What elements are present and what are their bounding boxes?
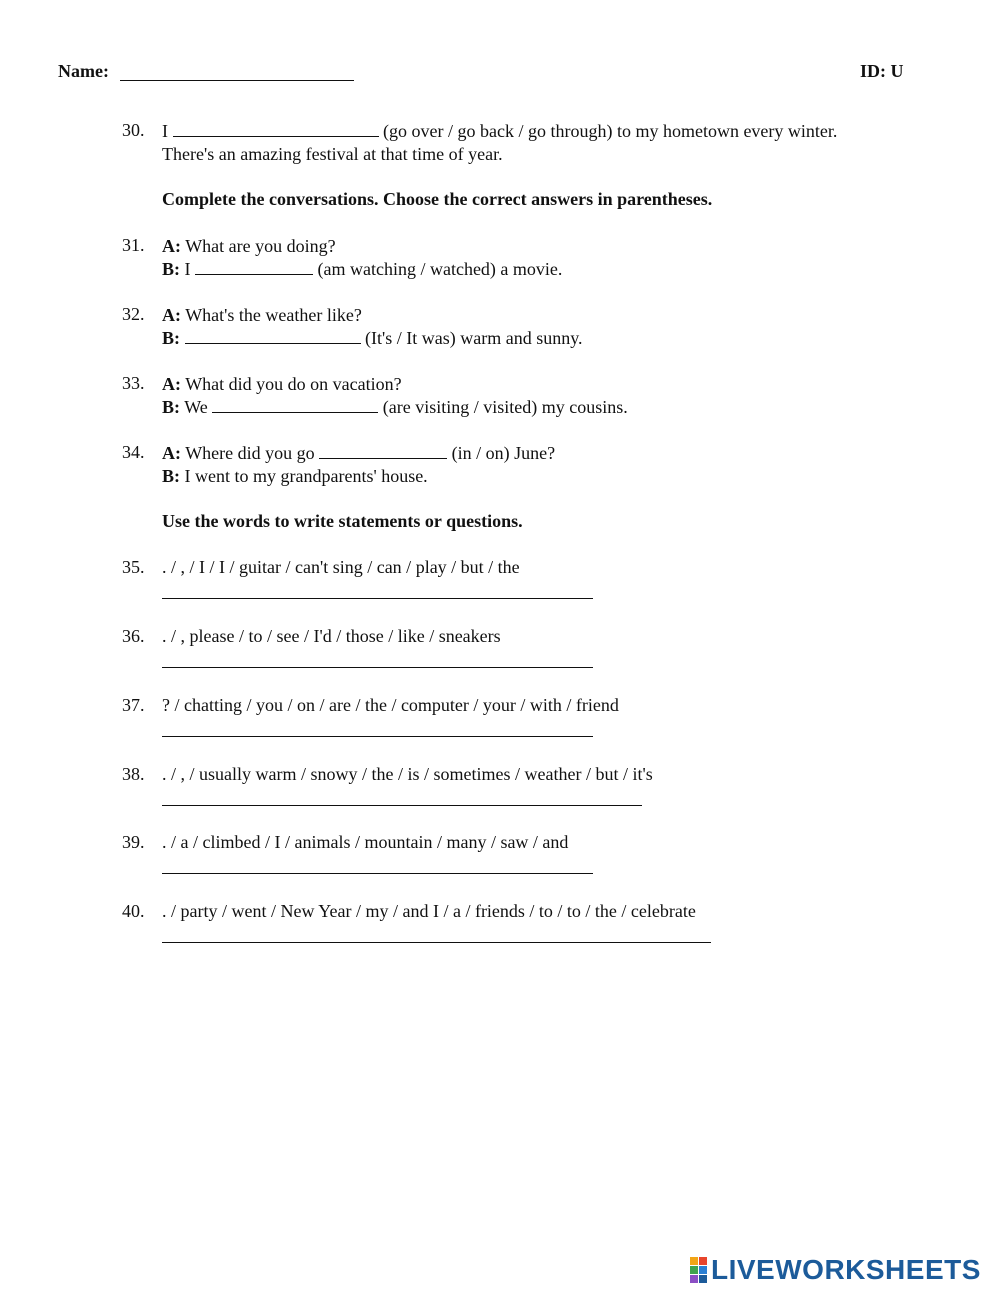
q35-answer-line[interactable] (162, 598, 593, 599)
question-number-32: 32. (122, 304, 145, 324)
q30-options: (go over / go back / go through) to my hometown every winter. (383, 121, 838, 141)
id-value: U (890, 61, 904, 81)
speaker-a-label: A: (162, 305, 181, 325)
q38-answer-line[interactable] (162, 805, 642, 806)
q33-a-text: What did you do on vacation? (185, 374, 402, 394)
question-36-words: . / , please / to / see / I'd / those / like / sneakers (162, 626, 501, 646)
section-instruction-statements: Use the words to write statements or questions. (162, 511, 523, 531)
q34-b-text: I went to my grandparents' house. (184, 466, 428, 486)
speaker-b-label: B: (162, 466, 180, 486)
liveworksheets-logo-text: LIVEWORKSHEETS (711, 1254, 981, 1285)
question-31 (162, 235, 562, 281)
question-number-31: 31. (122, 235, 145, 255)
question-39-words: . / a / climbed / I / animals / mountain / many / saw / and (162, 832, 569, 852)
name-label: Name: (58, 61, 109, 81)
question-37-words: ? / chatting / you / on / are / the / computer / your / with / friend (162, 695, 619, 715)
speaker-b-label: B: (162, 328, 180, 348)
speaker-a-label: A: (162, 374, 181, 394)
question-number-34: 34. (122, 442, 145, 462)
q32-answer-blank[interactable] (185, 328, 361, 344)
question-30 (162, 120, 837, 166)
question-number-36: 36. (122, 626, 145, 646)
speaker-b-label: B: (162, 259, 180, 279)
q33-b-prefix: We (184, 397, 208, 417)
section-instruction-conversations: Complete the conversations. Choose the correct answers in parentheses. (162, 189, 713, 209)
q31-a-text: What are you doing? (185, 236, 336, 256)
q31-b-prefix: I (184, 259, 191, 279)
question-32 (162, 304, 583, 350)
speaker-a-label: A: (162, 236, 181, 256)
q36-answer-line[interactable] (162, 667, 593, 668)
q39-answer-line[interactable] (162, 873, 593, 874)
name-field[interactable] (120, 80, 354, 81)
question-number-38: 38. (122, 764, 145, 784)
question-35-words: . / , / I / I / guitar / can't sing / can / play / but / the (162, 557, 520, 577)
question-number-40: 40. (122, 901, 145, 921)
question-number-37: 37. (122, 695, 145, 715)
question-33 (162, 373, 628, 419)
liveworksheets-logo (690, 1255, 981, 1285)
id-field (860, 61, 904, 82)
q34-a-suffix: (in / on) June? (451, 443, 556, 463)
q31-b-suffix: (am watching / watched) a movie. (317, 259, 563, 279)
q30-answer-blank[interactable] (173, 121, 379, 137)
liveworksheets-logo-icon (690, 1257, 707, 1283)
q30-prefix: I (162, 121, 168, 141)
question-number-30: 30. (122, 120, 145, 140)
speaker-a-label: A: (162, 443, 181, 463)
id-label: ID: (860, 61, 886, 81)
question-38-words: . / , / usually warm / snowy / the / is / sometimes / weather / but / it's (162, 764, 653, 784)
q31-answer-blank[interactable] (195, 259, 313, 275)
q34-a-prefix: Where did you go (185, 443, 315, 463)
q30-line2: There's an amazing festival at that time of year. (162, 144, 503, 164)
q32-a-text: What's the weather like? (185, 305, 362, 325)
question-number-35: 35. (122, 557, 145, 577)
q33-answer-blank[interactable] (212, 397, 378, 413)
q40-answer-line[interactable] (162, 942, 711, 943)
q33-b-suffix: (are visiting / visited) my cousins. (382, 397, 628, 417)
speaker-b-label: B: (162, 397, 180, 417)
q34-answer-blank[interactable] (319, 443, 447, 459)
question-34 (162, 442, 555, 488)
question-40-words: . / party / went / New Year / my / and I / a / friends / to / to / the / celebrate (162, 901, 696, 921)
q37-answer-line[interactable] (162, 736, 593, 737)
question-number-33: 33. (122, 373, 145, 393)
q32-b-suffix: (It's / It was) warm and sunny. (365, 328, 583, 348)
question-number-39: 39. (122, 832, 145, 852)
